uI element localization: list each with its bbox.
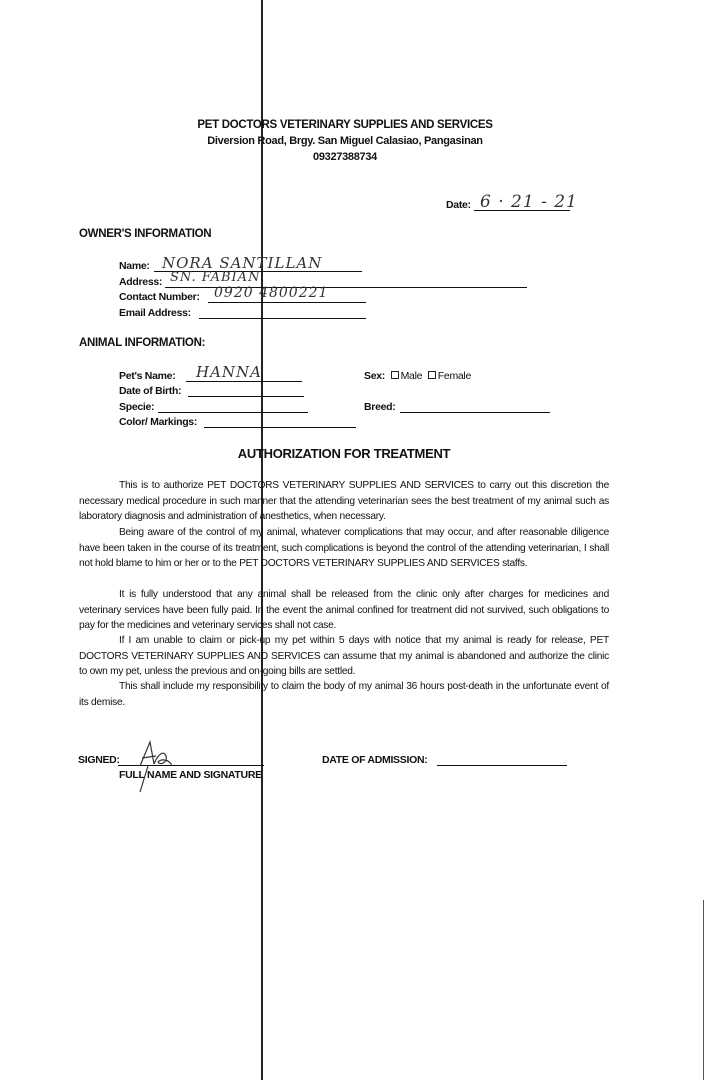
owner-name-label: Name:	[119, 260, 150, 272]
date-label: Date:	[446, 199, 471, 211]
owner-address-value: SN. FABIAN	[170, 270, 261, 285]
sex-female-option: Female	[437, 370, 472, 382]
specie-line	[158, 412, 308, 413]
color-label: Color/ Markings:	[119, 416, 198, 428]
authorization-paragraph-2: Being aware of the control of my animal, whatever complications that may occur, and after reasonable diligence have been taken in the course of its treatment, such complications is beyond the control of the attending veterinarian, I shall not hold blame to him or her or to the PET DOCTORS VETERINARY SUPPLIES AND SERVICES staffs.	[79, 527, 609, 570]
date-of-admission-line	[437, 765, 567, 766]
business-name: PET DOCTORS VETERINARY SUPPLIES AND SERVICES	[197, 119, 493, 131]
sex-field	[364, 370, 471, 382]
owner-contact-value: 0920 4800221	[214, 285, 329, 301]
specie-label: Specie:	[119, 401, 155, 413]
breed-label: Breed:	[364, 401, 396, 413]
color-line	[204, 427, 356, 428]
business-address: Diversion Road, Brgy. San Miguel Calasiao, Pangasinan	[207, 135, 483, 147]
business-phone: 09327388734	[313, 151, 377, 163]
owner-contact-line	[208, 302, 366, 303]
date-of-admission-label: DATE OF ADMISSION:	[322, 754, 428, 766]
owner-address-label: Address:	[119, 276, 163, 288]
handwritten-signature	[128, 736, 178, 794]
authorization-paragraph-1: This is to authorize PET DOCTORS VETERINARY SUPPLIES AND SERVICES to carry out this discretion the necessary medical procedure in such manner that the attending veterinarian sees the best treatment of my animal such as laboratory diagnosis and administration of anesthetics, when necessary.	[79, 480, 609, 523]
male-checkbox	[391, 371, 399, 379]
pet-name-label: Pet's Name:	[119, 370, 176, 382]
dob-line	[188, 396, 304, 397]
authorization-paragraph-3: It is fully understood that any animal shall be released from the clinic only after charges for medicines and veterinary services have been fully paid. In the event the animal confined for treatment did not survived, such obligations to pay for the medicines and veterinary services shall not case.	[79, 589, 609, 632]
animal-section-title: ANIMAL INFORMATION:	[79, 337, 206, 349]
breed-line	[400, 412, 550, 413]
authorization-paragraph-4: If I am unable to claim or pick-up my pet within 5 days with notice that my animal is ready for release, PET DOCTORS VETERINARY SUPPLIES AND SERVICES can assume that my animal is abandoned and authorize the clinic to own my pet, unless the previous and on-going bills are settled.	[79, 635, 609, 678]
female-checkbox	[428, 371, 436, 379]
authorization-title: AUTHORIZATION FOR TREATMENT	[237, 446, 451, 461]
scan-edge-line	[703, 900, 704, 1080]
owner-email-label: Email Address:	[119, 307, 191, 319]
sex-label: Sex:	[364, 370, 385, 382]
owner-name-value: NORA SANTILLAN	[162, 254, 323, 272]
owner-email-line	[199, 318, 366, 319]
date-value: 6 · 21 - 21	[480, 192, 578, 212]
owner-contact-label: Contact Number:	[119, 291, 200, 303]
full-name-signature-label: FULL NAME AND SIGNATURE	[119, 769, 262, 781]
owner-section-title: OWNER'S INFORMATION	[79, 228, 212, 240]
sex-male-option: Male	[400, 370, 423, 382]
pet-name-line	[186, 381, 302, 382]
dob-label: Date of Birth:	[119, 385, 182, 397]
signed-label: SIGNED:	[78, 754, 120, 766]
authorization-paragraph-5: This shall include my responsibility to claim the body of my animal 36 hours post-death in the unfortunate event of its demise.	[79, 681, 609, 708]
pet-name-value: HANNA	[196, 363, 262, 381]
